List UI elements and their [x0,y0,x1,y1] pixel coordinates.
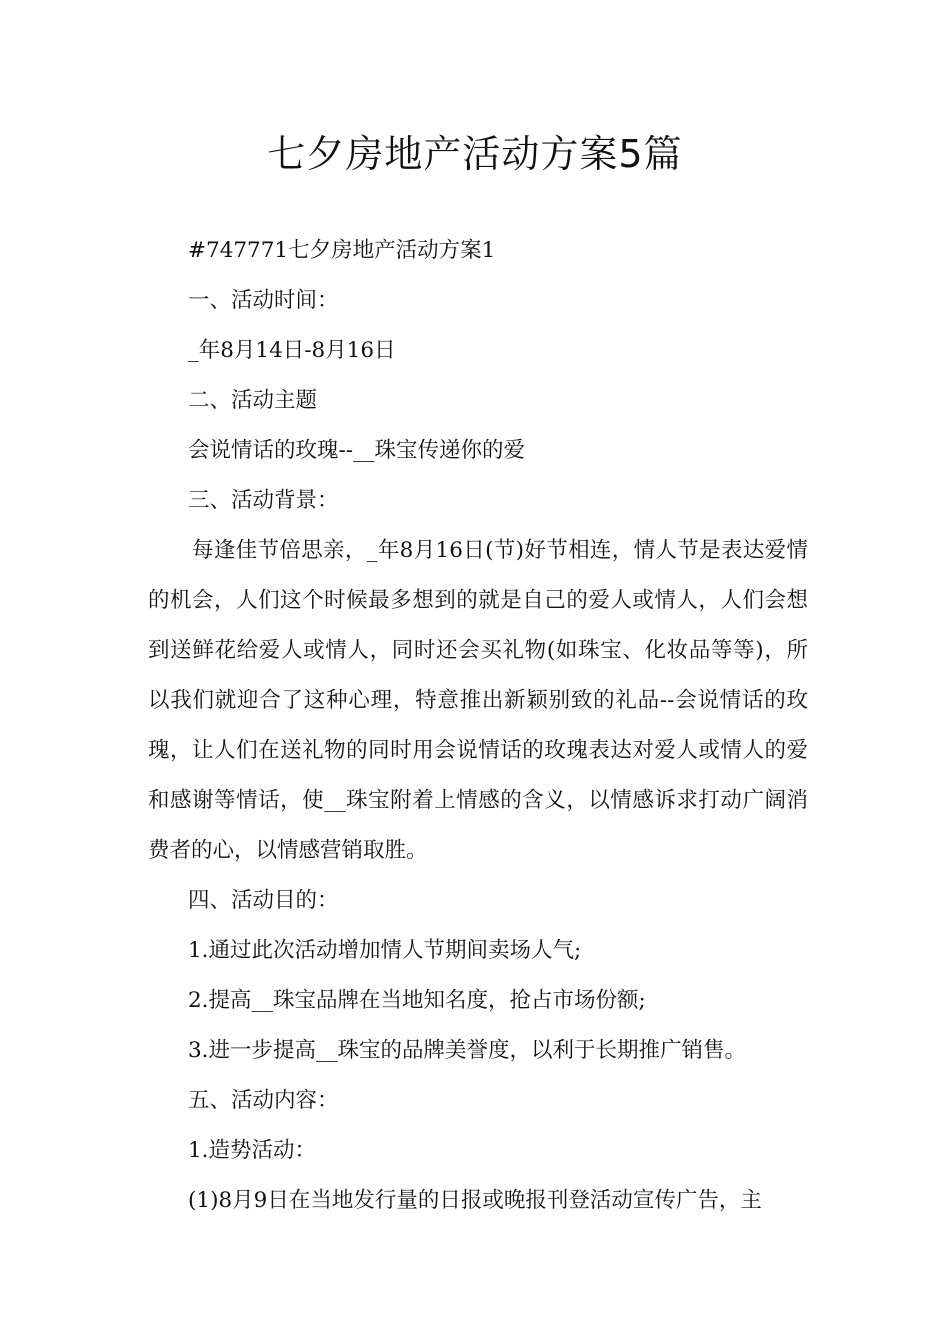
section-heading: 二、活动主题 [188,388,318,413]
text-line: (1)8月9日在当地发行量的日报或晚报刊登活动宣传广告，主 [188,1188,762,1213]
list-item: 1.造势活动： [188,1138,317,1163]
background-paragraph: 每逢佳节倍思亲，_年8月16日(节)好节相连，情人节是表达爱情的机会，人们这个时候最多想到的就是自己的爱人或情人，人们会想到送鲜花给爱人或情人，同时还会买礼物(如珠宝、化妆品等等)，所以我们就迎合了这种心理，特意推出新颖别致的礼品--会说情话的玫瑰，让人们在送礼物的同时用会说情话的玫瑰表达对爱人或情人的爱和感谢等情话，使__珠宝附着上情感的含义，以情感诉求打动广阔消费者的心，以情感营销取胜。 [148,538,808,863]
section-heading: 三、活动背景： [188,488,339,513]
list-item: 1.通过此次活动增加情人节期间卖场人气; [188,938,582,963]
section-heading: #747771七夕房地产活动方案1 [188,238,496,263]
text-line: 会说情话的玫瑰--__珠宝传递你的爱 [188,438,526,463]
list-item: 3.进一步提高__珠宝的品牌美誉度，以利于长期推广销售。 [188,1038,747,1063]
text-line: _年8月14日-8月16日 [188,338,396,363]
section-heading: 五、活动内容： [188,1088,339,1113]
section-heading: 四、活动目的： [188,888,339,913]
list-item: 2.提高__珠宝品牌在当地知名度，抢占市场份额; [188,988,646,1013]
document-body [144,226,808,1226]
document-title: 七夕房地产活动方案5篇 [267,132,683,176]
section-heading: 一、活动时间： [188,288,339,313]
